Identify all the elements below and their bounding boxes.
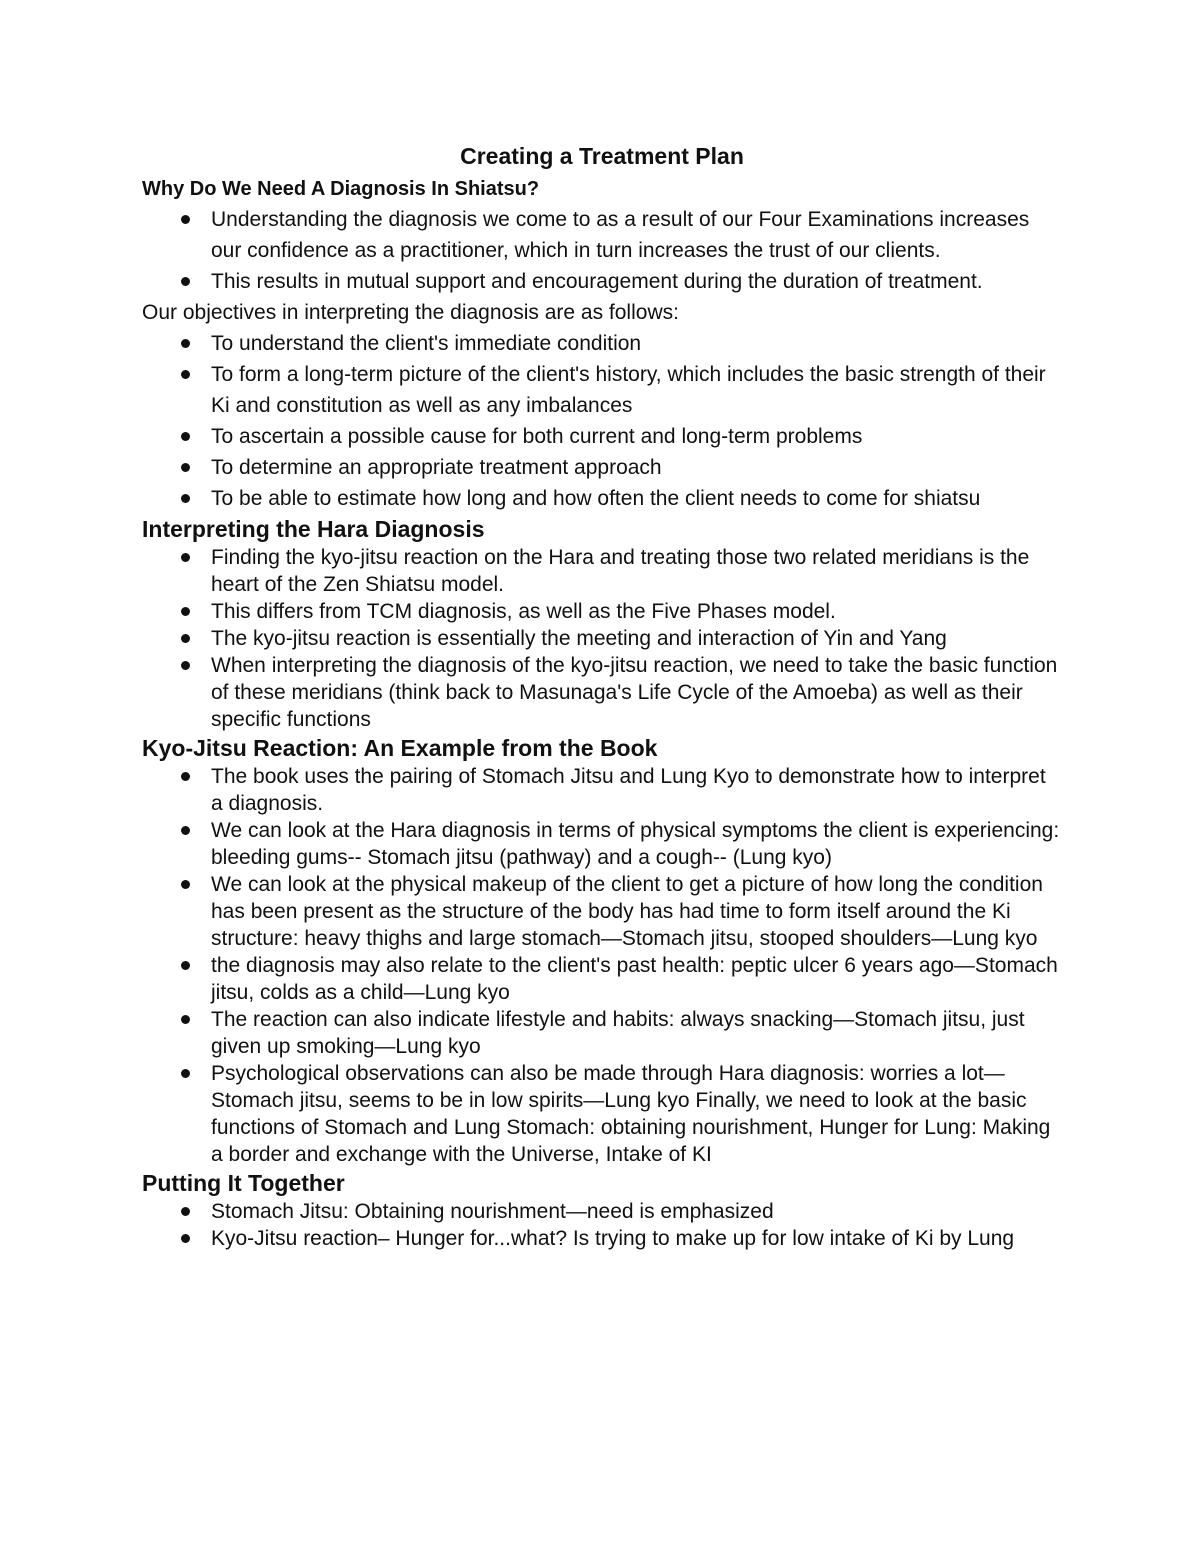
- bullet-list: [142, 544, 1062, 733]
- list-item-text: When interpreting the diagnosis of the kyo-jitsu reaction, we need to take the basic function of these meridians (think back to Masunaga's Life Cycle of the Amoeba) as well as their specific functions: [211, 654, 1058, 731]
- bullet-icon: [181, 826, 190, 835]
- bullet-icon: [181, 661, 190, 670]
- list-item-text: Stomach Jitsu: Obtaining nourishment—need is emphasized: [211, 1200, 774, 1223]
- bullet-icon: [181, 880, 190, 889]
- list-item: [142, 1225, 1062, 1252]
- list-item: [142, 421, 1062, 452]
- list-item: [142, 328, 1062, 359]
- list-item: [142, 1198, 1062, 1225]
- list-item: [142, 266, 1062, 297]
- list-item: [142, 1060, 1062, 1168]
- list-item-text: the diagnosis may also relate to the client's past health: peptic ulcer 6 years ago—Stomach jitsu, colds as a child—Lung kyo: [211, 954, 1058, 1004]
- bullet-icon: [181, 370, 190, 379]
- bullet-icon: [181, 339, 190, 348]
- document-title: Creating a Treatment Plan: [460, 143, 744, 169]
- document-page: [142, 142, 1062, 1252]
- section-heading-putting-together: Putting It Together: [142, 1170, 345, 1196]
- list-item-text: To form a long-term picture of the client's history, which includes the basic strength of their Ki and constitution as well as any imbalances: [211, 363, 1046, 417]
- list-item-text: The kyo-jitsu reaction is essentially the meeting and interaction of Yin and Yang: [211, 627, 947, 650]
- list-item-text: The reaction can also indicate lifestyle and habits: always snacking—Stomach jitsu, just given up smoking—Lung kyo: [211, 1008, 1025, 1058]
- bullet-icon: [181, 277, 190, 286]
- list-item-text: To determine an appropriate treatment approach: [211, 456, 662, 479]
- section-heading-kyo-jitsu-example: Kyo-Jitsu Reaction: An Example from the Book: [142, 735, 658, 761]
- bullet-icon: [181, 553, 190, 562]
- bullet-icon: [181, 1015, 190, 1024]
- list-item: [142, 1006, 1062, 1060]
- bullet-icon: [181, 634, 190, 643]
- list-item: [142, 544, 1062, 598]
- list-item: [142, 452, 1062, 483]
- bullet-list: [142, 763, 1062, 1168]
- list-item: [142, 598, 1062, 625]
- list-item-text: We can look at the Hara diagnosis in terms of physical symptoms the client is experiencing: bleeding gums-- Stomach jitsu (pathway) and a cough-- (Lung kyo): [211, 819, 1060, 869]
- list-item: [142, 763, 1062, 817]
- list-item: [142, 625, 1062, 652]
- section-heading-why-diagnosis: Why Do We Need A Diagnosis In Shiatsu?: [142, 178, 540, 200]
- bullet-icon: [181, 1234, 190, 1243]
- bullet-list: [142, 204, 1062, 297]
- list-item-text: To understand the client's immediate condition: [211, 332, 642, 355]
- list-item-text: Understanding the diagnosis we come to as a result of our Four Examinations increases our confidence as a practitioner, which in turn increases the trust of our clients.: [211, 208, 1030, 262]
- list-item-text: To be able to estimate how long and how often the client needs to come for shiatsu: [211, 487, 981, 510]
- bullet-icon: [181, 1069, 190, 1078]
- bullet-icon: [181, 215, 190, 224]
- list-item: [142, 359, 1062, 421]
- bullet-icon: [181, 432, 190, 441]
- list-item-text: The book uses the pairing of Stomach Jitsu and Lung Kyo to demonstrate how to interpret a diagnosis.: [211, 765, 1046, 815]
- list-item-text: This results in mutual support and encouragement during the duration of treatment.: [211, 270, 983, 293]
- list-item: [142, 483, 1062, 514]
- list-item: [142, 652, 1062, 733]
- list-item-text: This differs from TCM diagnosis, as well as the Five Phases model.: [211, 600, 836, 623]
- list-item-text: We can look at the physical makeup of the client to get a picture of how long the condition has been present as the structure of the body has had time to form itself around the Ki structure: heavy thighs and large stomach—Stomach jitsu, stooped shoulders—Lung kyo: [211, 873, 1043, 950]
- bullet-icon: [181, 494, 190, 503]
- objectives-intro: Our objectives in interpreting the diagnosis are as follows:: [142, 301, 679, 324]
- bullet-icon: [181, 1207, 190, 1216]
- list-item: [142, 952, 1062, 1006]
- list-item: [142, 204, 1062, 266]
- list-item-text: Psychological observations can also be made through Hara diagnosis: worries a lot—Stomach jitsu, seems to be in low spirits—Lung kyo Finally, we need to look at the basic functions of Stomach and Lung Stomach: obtaining nourishment, Hunger for Lung: Making a border and exchange with the Universe, Intake of KI: [211, 1062, 1051, 1166]
- list-item: [142, 871, 1062, 952]
- bullet-icon: [181, 607, 190, 616]
- list-item: [142, 817, 1062, 871]
- list-item-text: To ascertain a possible cause for both current and long-term problems: [211, 425, 863, 448]
- bullet-icon: [181, 772, 190, 781]
- list-item-text: Kyo-Jitsu reaction– Hunger for...what? Is trying to make up for low intake of Ki by Lung: [211, 1227, 1015, 1250]
- bullet-icon: [181, 463, 190, 472]
- list-item-text: Finding the kyo-jitsu reaction on the Hara and treating those two related meridians is the heart of the Zen Shiatsu model.: [211, 546, 1030, 596]
- bullet-list: [142, 1198, 1062, 1252]
- bullet-icon: [181, 961, 190, 970]
- objectives-list: [142, 328, 1062, 514]
- section-heading-hara-diagnosis: Interpreting the Hara Diagnosis: [142, 516, 485, 542]
